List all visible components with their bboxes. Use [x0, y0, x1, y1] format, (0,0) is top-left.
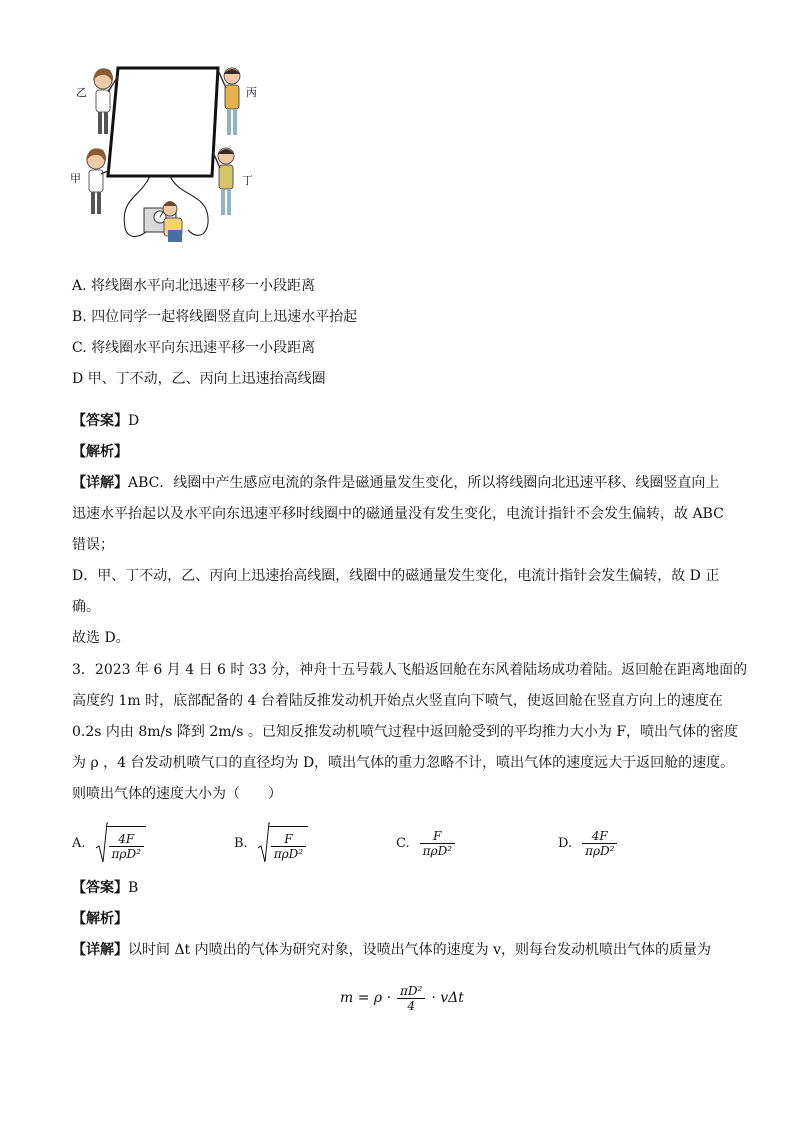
q2-option-d: D 甲、丁不动，乙、丙向上迅速抬高线圈: [72, 371, 326, 387]
q3-choice-d: [558, 820, 617, 866]
q3-choices: [72, 820, 722, 866]
q3-stem-line: 3．2023 年 6 月 4 日 6 时 33 分，神舟十五号载人飞船返回舱在东风着陆场成功着陆。返回舱在距离地面的: [72, 662, 748, 678]
answer-value: B: [128, 880, 139, 896]
fraction-numerator: F: [284, 831, 293, 846]
q3-stem-line: 为 ρ ，4 台发动机喷气口的直径均为 D，喷出气体的重力忽略不计，喷出气体的速度远大于返回舱的速度。: [72, 755, 735, 771]
q2-detail-line: 迅速水平抬起以及水平向东迅速平移时线圈中的磁通量没有发生变化，电流计指针不会发生偏转，故 ABC: [72, 506, 724, 522]
q3-stem-line: 高度约 1m 时，底部配备的 4 台着陆反推发动机开始点火竖直向下喷气，使返回舱在竖直方向上的速度在: [72, 693, 723, 709]
q3-choice-a: [72, 820, 146, 866]
fraction: [420, 829, 455, 858]
q3-stem-line: 则喷出气体的速度大小为（ ）: [72, 786, 282, 802]
q2-option-a: A. 将线圈水平向北迅速平移一小段距离: [72, 278, 316, 294]
choice-letter: C.: [396, 835, 410, 851]
choice-letter: D.: [558, 835, 573, 851]
q3-detail-line: [72, 940, 722, 960]
detail-tag: 【详解】: [72, 942, 128, 958]
detail-text: 以时间 Δt 内喷出的气体为研究对象，设喷出气体的速度为 v，则每台发动机喷出气体的质量为: [128, 942, 711, 958]
choice-letter: A.: [72, 835, 86, 851]
q3-choice-c: [396, 820, 455, 866]
q2-detail-line: 故选 D。: [72, 630, 130, 646]
q3-choice-b: [234, 820, 308, 866]
formula-lhs: m = ρ ·: [340, 990, 392, 1006]
fraction-numerator: F: [433, 828, 442, 843]
fraction-denominator: 4: [407, 998, 416, 1013]
q2-detail-line: [72, 473, 722, 493]
fraction-denominator: πρD²: [422, 843, 452, 858]
label-jia: 甲: [70, 172, 81, 185]
fraction-denominator: πρD²: [585, 843, 615, 858]
label-yi: 乙: [76, 86, 87, 99]
detail-tag: 【详解】: [72, 475, 128, 491]
fraction-numerator: 4F: [591, 828, 608, 843]
fraction-numerator: πD²: [400, 983, 423, 998]
q2-option-b: B. 四位同学一起将线圈竖直向上迅速水平抬起: [72, 309, 358, 325]
coil-figure: [70, 58, 280, 263]
q2-answer: [72, 411, 722, 431]
fraction-denominator: πρD²: [111, 846, 141, 861]
fraction: [582, 829, 617, 858]
q3-analysis-tag: 【解析】: [72, 911, 128, 927]
fraction-denominator: πρD²: [273, 846, 304, 861]
detail-text: ABC．线圈中产生感应电流的条件是磁通量发生变化，所以将线圈向北迅速平移、线圈竖直向上: [128, 475, 720, 491]
sqrt-expression: [258, 822, 308, 864]
q3-answer: [72, 878, 722, 898]
answer-value: D: [128, 413, 140, 429]
formula-fraction: [395, 984, 427, 1013]
fraction-numerator: 4F: [118, 831, 135, 846]
label-ding: 丁: [242, 174, 253, 187]
answer-tag: 【答案】: [72, 413, 128, 429]
sqrt-expression: [96, 822, 146, 864]
q2-option-c: C. 将线圈水平向东迅速平移一小段距离: [72, 340, 316, 356]
q2-detail-line: 错误；: [72, 537, 114, 553]
choice-letter: B.: [234, 835, 248, 851]
answer-tag: 【答案】: [72, 880, 128, 896]
label-bing: 丙: [246, 86, 257, 99]
formula-rhs: · vΔt: [431, 990, 464, 1006]
q2-analysis-tag: 【解析】: [72, 444, 128, 460]
mass-formula: [338, 976, 466, 1020]
q2-detail-line: D．甲、丁不动，乙、丙向上迅速抬高线圈，线圈中的磁通量发生变化，电流计指针会发生偏转，故 D 正: [72, 568, 720, 584]
q3-stem-line: 0.2s 内由 8m/s 降到 2m/s 。已知反推发动机喷气过程中返回舱受到的平均推力大小为 F，喷出气体的密度: [72, 724, 739, 740]
q2-detail-line: 确。: [72, 599, 100, 615]
